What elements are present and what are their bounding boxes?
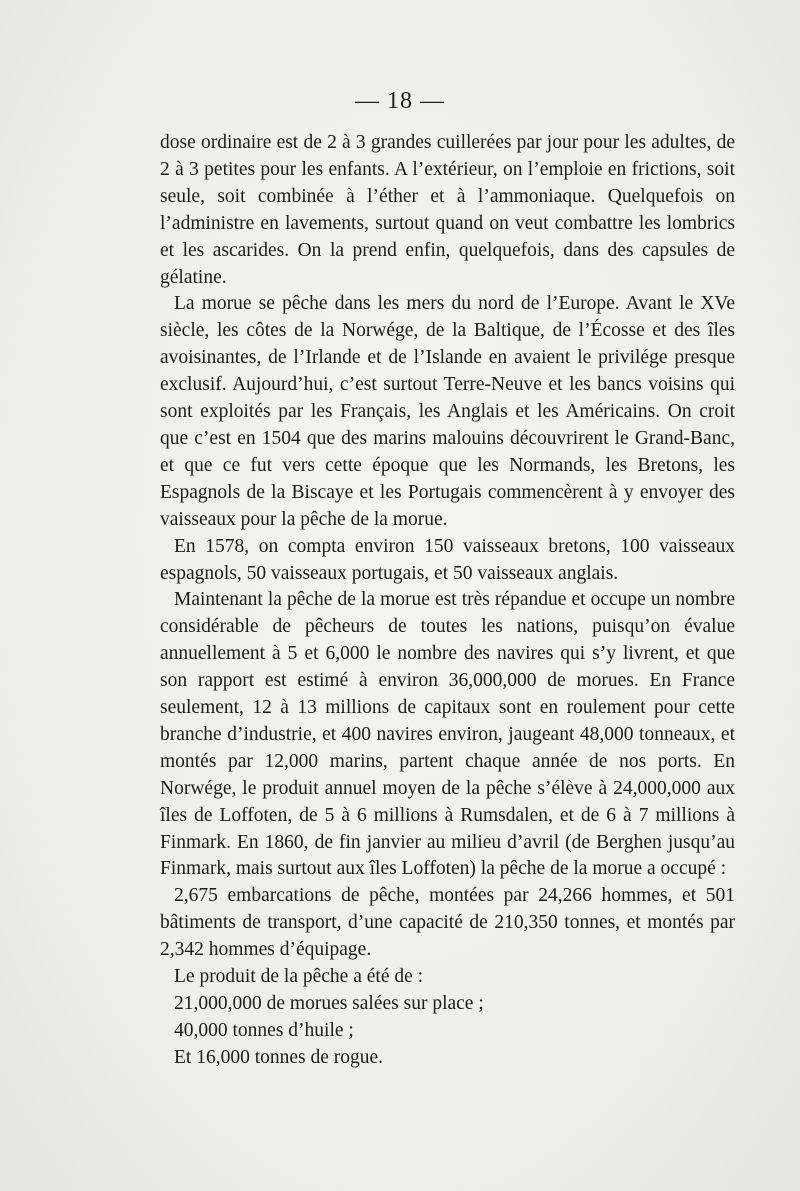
list-line: 21,000,000 de morues salées sur place ; (174, 993, 484, 1014)
paragraph: Le produit de la pêche a été de : (174, 966, 424, 988)
paragraph: 2,675 embarcations de pêche, montées par 24,266 hommes, et 501 bâtiments de transport, d’une capacité de 210,350 tonnes, et montés par 2,342 hommes d’équipage. (160, 885, 735, 961)
paragraph: En 1578, on compta environ 150 vaisseaux bretons, 100 vaisseaux espagnols, 50 vaisseaux portugais, et 50 vaisseaux anglais. (160, 535, 735, 584)
body-text (160, 130, 735, 1072)
page-number: — 18 — (355, 88, 445, 114)
list-line: Et 16,000 tonnes de rogue. (174, 1046, 384, 1068)
paragraph: Maintenant la pêche de la morue est très répandue et occupe un nombre considérable de pêcheurs de toutes les nations, puisqu’on évalue annuellement à 5 et 6,000 le nombre des navires qui s’y livrent, et que son rapport est estimé à environ 36,000,000 de morues. En France seulement, 12 à 13 millions de capitaux sont en roulement pour cette branche d’industrie, et 400 navires environ, jaugeant 48,000 tonneaux, et montés par 12,000 marins, partent chaque année de nos ports. En Norwége, le produit annuel moyen de la pêche s’élève à 24,000,000 aux îles de Loffoten, de 5 à 6 millions à Rumsdalen, et de 6 à 7 millions à Finmark. En 1860, de fin janvier au milieu d’avril (de Berghen jusqu’au Finmark, mais surtout aux îles Loffoten) la pêche de la morue a occupé : (160, 589, 735, 880)
paragraph: La morue se pêche dans les mers du nord de l’Europe. Avant le XVe siècle, les côtes de la Norwége, de la Baltique, de l’Écosse et des îles avoisinantes, de l’Irlande et de l’Islande en avaient le privilége presque exclusif. Aujourd’hui, c’est surtout Terre-Neuve et les bancs voisins qui sont exploités par les Français, les Anglais et les Américains. On croit que c’est en 1504 que des marins malouins découvrirent le Grand-Banc, et que ce fut vers cette époque que les Normands, les Bretons, les Espagnols de la Biscaye et les Portugais commencèrent à y envoyer des vaisseaux pour la pêche de la morue. (160, 293, 735, 530)
list-line: 40,000 tonnes d’huile ; (174, 1019, 354, 1041)
paragraph: dose ordinaire est de 2 à 3 grandes cuillerées par jour pour les adultes, de 2 à 3 petites pour les enfants. A l’extérieur, on l’emploie en frictions, soit seule, soit combinée à l’éther et à l’ammoniaque. Quelquefois on l’administre en lavements, surtout quand on veut combattre les lombrics et les ascarides. On la prend enfin, quelquefois, dans des capsules de gélatine. (160, 132, 735, 288)
